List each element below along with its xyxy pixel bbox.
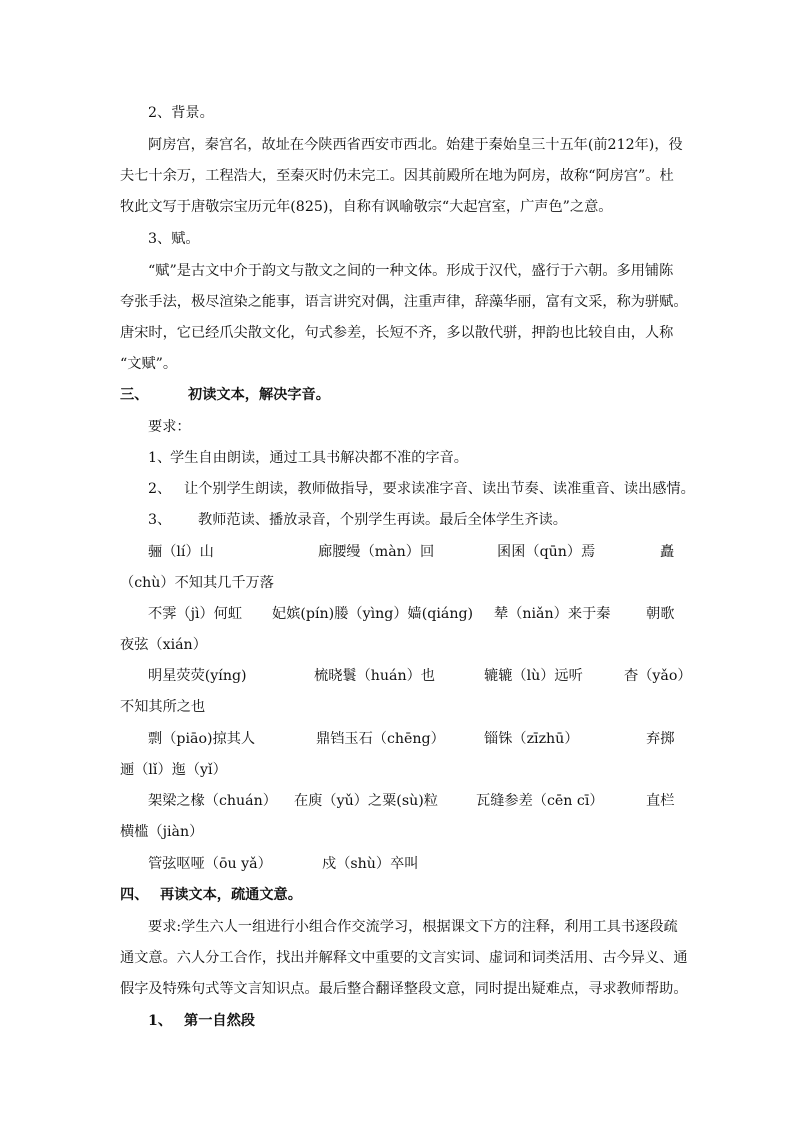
vocab-term: 锱铢（zīzhū） — [484, 731, 579, 747]
requirements-label: 要求： — [148, 419, 191, 435]
vocab-term: 弃掷 — [646, 731, 675, 747]
item-number: 3、 — [148, 512, 172, 528]
item-number: 2、 — [148, 481, 172, 497]
part-title: 再读文本，疏通文意。 — [160, 887, 302, 903]
section-heading-background: 2、背景。 — [148, 105, 214, 121]
vocab-term: 辇（niǎn）来于秦 — [494, 606, 611, 622]
vocab-term: 逦（lǐ）迤（yǐ） — [120, 762, 227, 778]
vocab-term: 妃嫔(pín)媵（yìng）嫱(qiáng) — [272, 606, 474, 622]
part-number: 三、 — [120, 387, 149, 403]
paragraph-line: 通文意。六人分工合作，找出并解释文中重要的文言实词、虚词和词类活用、古今异义、通 — [120, 950, 688, 966]
paragraph-line: 要求:学生六人一组进行小组合作交流学习，根据课文下方的注释，利用工具书逐段疏 — [148, 919, 678, 935]
subsection-title: 第一自然段 — [184, 1013, 255, 1029]
vocab-term: 瓦缝参差（cēn cī） — [476, 793, 604, 809]
paragraph-line: 夫七十余万，工程浩大，至秦灭时仍未完工。因其前殿所在地为阿房，故称“阿房宫”。杜 — [120, 168, 674, 184]
item-number: 1、 — [148, 450, 172, 466]
vocab-term: 架梁之椽（chuán） — [148, 793, 277, 809]
vocab-term: 在庾（yǔ）之粟(sù)粒 — [294, 793, 438, 809]
vocab-term: （chù）不知其几千万落 — [120, 575, 274, 591]
part-title: 初读文本，解决字音。 — [188, 387, 330, 403]
vocab-term: 管弦呕哑（ōu yǎ） — [148, 856, 272, 872]
vocab-term: 横槛（jiàn） — [120, 824, 204, 840]
subsection-number: 1、 — [148, 1013, 173, 1029]
vocab-term: 不霁（jì）何虹 — [148, 606, 243, 622]
item-text: 教师范读、播放录音，个别学生再读。最后全体学生齐读。 — [198, 512, 567, 528]
part-three-heading — [120, 386, 680, 458]
paragraph-line: 阿房宫，秦宫名，故址在今陕西省西安市西北。始建于秦始皇三十五年(前212年)，役 — [148, 137, 683, 153]
paragraph-line: “赋”是古文中介于韵文与散文之间的一种文体。形成于汉代，盛行于六朝。多用铺陈 — [148, 263, 674, 279]
vocab-term: 骊（lí）山 — [148, 544, 214, 560]
vocab-term: 直栏 — [646, 793, 675, 809]
paragraph-line: 假字及特殊句式等文言知识点。最后整合翻译整段文意，同时提出疑难点，寻求教师帮助。 — [120, 981, 688, 997]
vocab-term: 夜弦（xián） — [120, 637, 207, 653]
vocab-term: 不知其所之也 — [120, 699, 206, 715]
item-text: 让个别学生朗读，教师做指导，要求读准字音、读出节奏、读准重音、读出感情。 — [184, 481, 695, 497]
vocab-term: 剽（piāo)掠其人 — [148, 731, 256, 747]
paragraph-line: 夸张手法，极尽渲染之能事，语言讲究对偶，注重声律，辞藻华丽，富有文采，称为骈赋。 — [120, 294, 688, 310]
vocab-term: 辘辘（lù）远听 — [484, 668, 583, 684]
paragraph-line: 唐宋时，它已经爪尖散文化，句式参差，长短不齐，多以散代骈，押韵也比较自由，人称 — [120, 325, 674, 341]
vocab-term: 囷囷（qūn）焉 — [497, 544, 596, 560]
item-text: 学生自由朗读，通过工具书解决都不准的字音。 — [170, 450, 468, 466]
paragraph-line: “文赋”。 — [120, 356, 178, 372]
vocab-term: 矗 — [660, 544, 675, 560]
vocab-term: 廊腰缦（màn）回 — [318, 544, 435, 560]
paragraph-line: 牧此文写于唐敬宗宝历元年(825)，自称有讽喻敬宗“大起宫室，广声色”之意。 — [120, 199, 613, 215]
vocab-term: 杳（yǎo） — [624, 668, 692, 684]
subsection-heading — [148, 1012, 548, 1084]
vocab-term: 梳晓鬟（huán）也 — [314, 668, 435, 684]
part-number: 四、 — [120, 887, 149, 903]
vocab-term: 戍（shù）卒叫 — [322, 856, 419, 872]
vocab-term: 鼎铛玉石（chēng） — [316, 731, 445, 747]
section-heading-fu: 3、赋。 — [148, 231, 200, 247]
vocab-term: 明星荧荧(yíng) — [148, 668, 247, 684]
vocab-term: 朝歌 — [646, 606, 675, 622]
